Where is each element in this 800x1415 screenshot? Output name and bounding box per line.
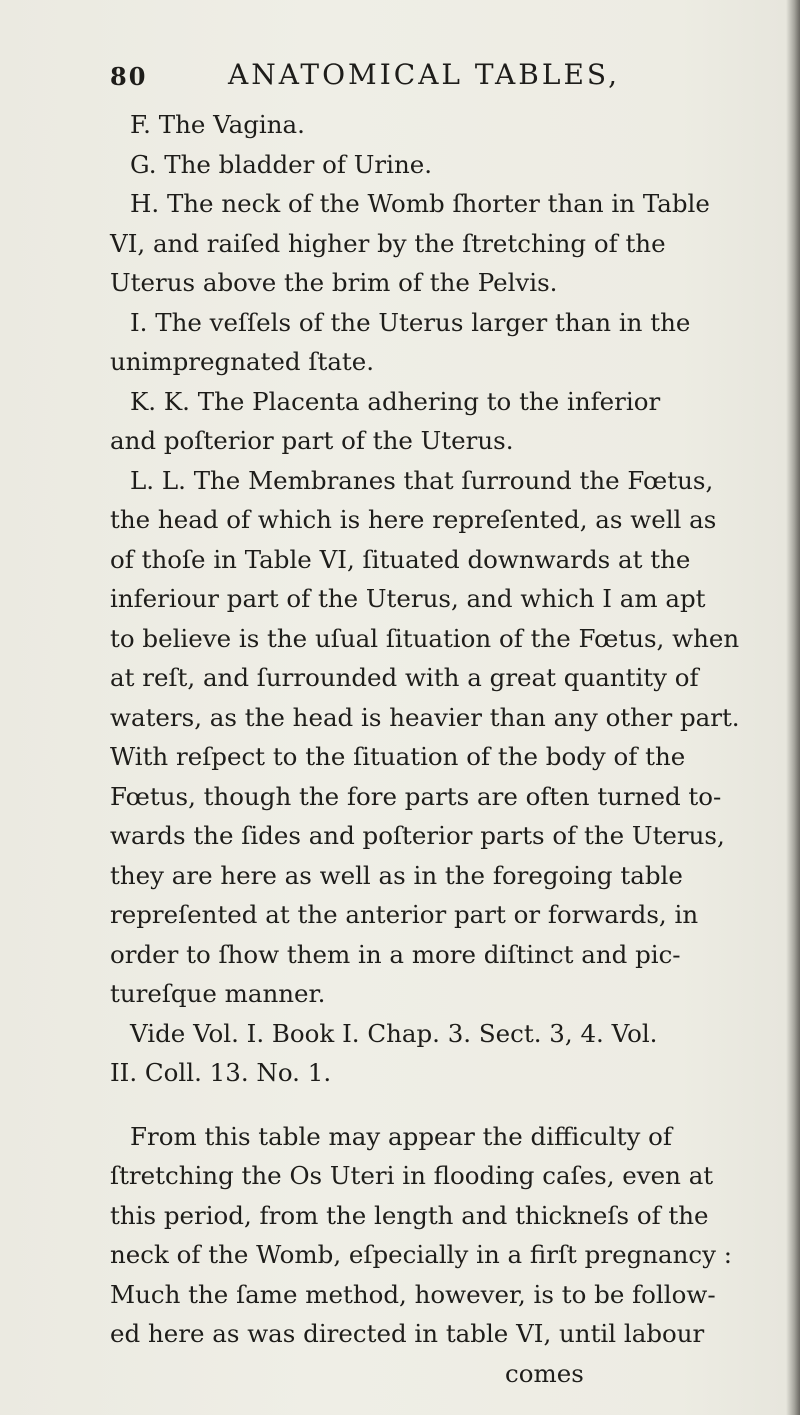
text-line: II. Coll. 13. No. 1. [110,1058,332,1087]
page-header [110,58,670,98]
text-line: at reſt, and ſurrounded with a great quantity of [110,663,699,692]
text-line: waters, as the head is heavier than any other part. [110,702,740,732]
text-line: I. The veſſels of the Uterus larger than in the [130,307,691,337]
text-line: Fœtus, though the fore parts are often turned to- [110,781,722,811]
text-line: F. The Vagina. [130,110,305,139]
paragraph-gap [110,1093,800,1117]
text-line: unimpregnated ſtate. [110,347,375,376]
page-number: 80 [110,62,148,91]
text-line: and poſterior part of the Uterus. [110,426,514,455]
text-line: VI, and raiſed higher by the ſtretching of the [110,228,666,258]
text-line: the head of which is here repreſented, as well as [110,505,717,534]
text-line: this period, from the length and thickneſs of the [110,1200,709,1230]
text-line: From this table may appear the difficulty of [130,1121,672,1151]
body-text [110,105,800,1393]
catchword: comes [505,1358,584,1388]
text-line: ſtretching the Os Uteri in flooding caſes, even at [110,1161,714,1190]
text-line: H. The neck of the Womb ſhorter than in Table [130,189,710,218]
text-line: inferiour part of the Uterus, and which I am apt [110,584,706,613]
text-line: neck of the Womb, eſpecially in a firſt pregnancy : [110,1240,733,1269]
text-line: order to ſhow them in a more diſtinct and pic- [110,939,681,969]
text-line: L. L. The Membranes that ſurround the Fœtus, [130,465,714,495]
running-title: ANATOMICAL TABLES, [228,58,620,91]
text-line: K. K. The Placenta adhering to the inferior [130,386,661,416]
text-line: Much the ſame method, however, is to be follow- [110,1279,716,1309]
text-line: to believe is the uſual ſituation of the Fœtus, when [110,623,740,653]
text-line: ed here as was directed in table VI, until labour [110,1319,705,1348]
text-line: wards the ſides and poſterior parts of the Uterus, [110,821,725,850]
text-line: Vide Vol. I. Book I. Chap. 3. Sect. 3, 4. Vol. [130,1018,658,1048]
text-line: Uterus above the brim of the Pelvis. [110,268,558,297]
text-line: G. The bladder of Urine. [130,149,433,179]
text-line: tureſque manner. [110,979,326,1008]
text-line: With reſpect to the ſituation of the body of the [110,742,686,771]
text-line: they are here as well as in the foregoing table [110,860,683,890]
text-line: repreſented at the anterior part or forwards, in [110,900,699,929]
text-line: of thoſe in Table VI, ſituated downwards at the [110,544,691,574]
